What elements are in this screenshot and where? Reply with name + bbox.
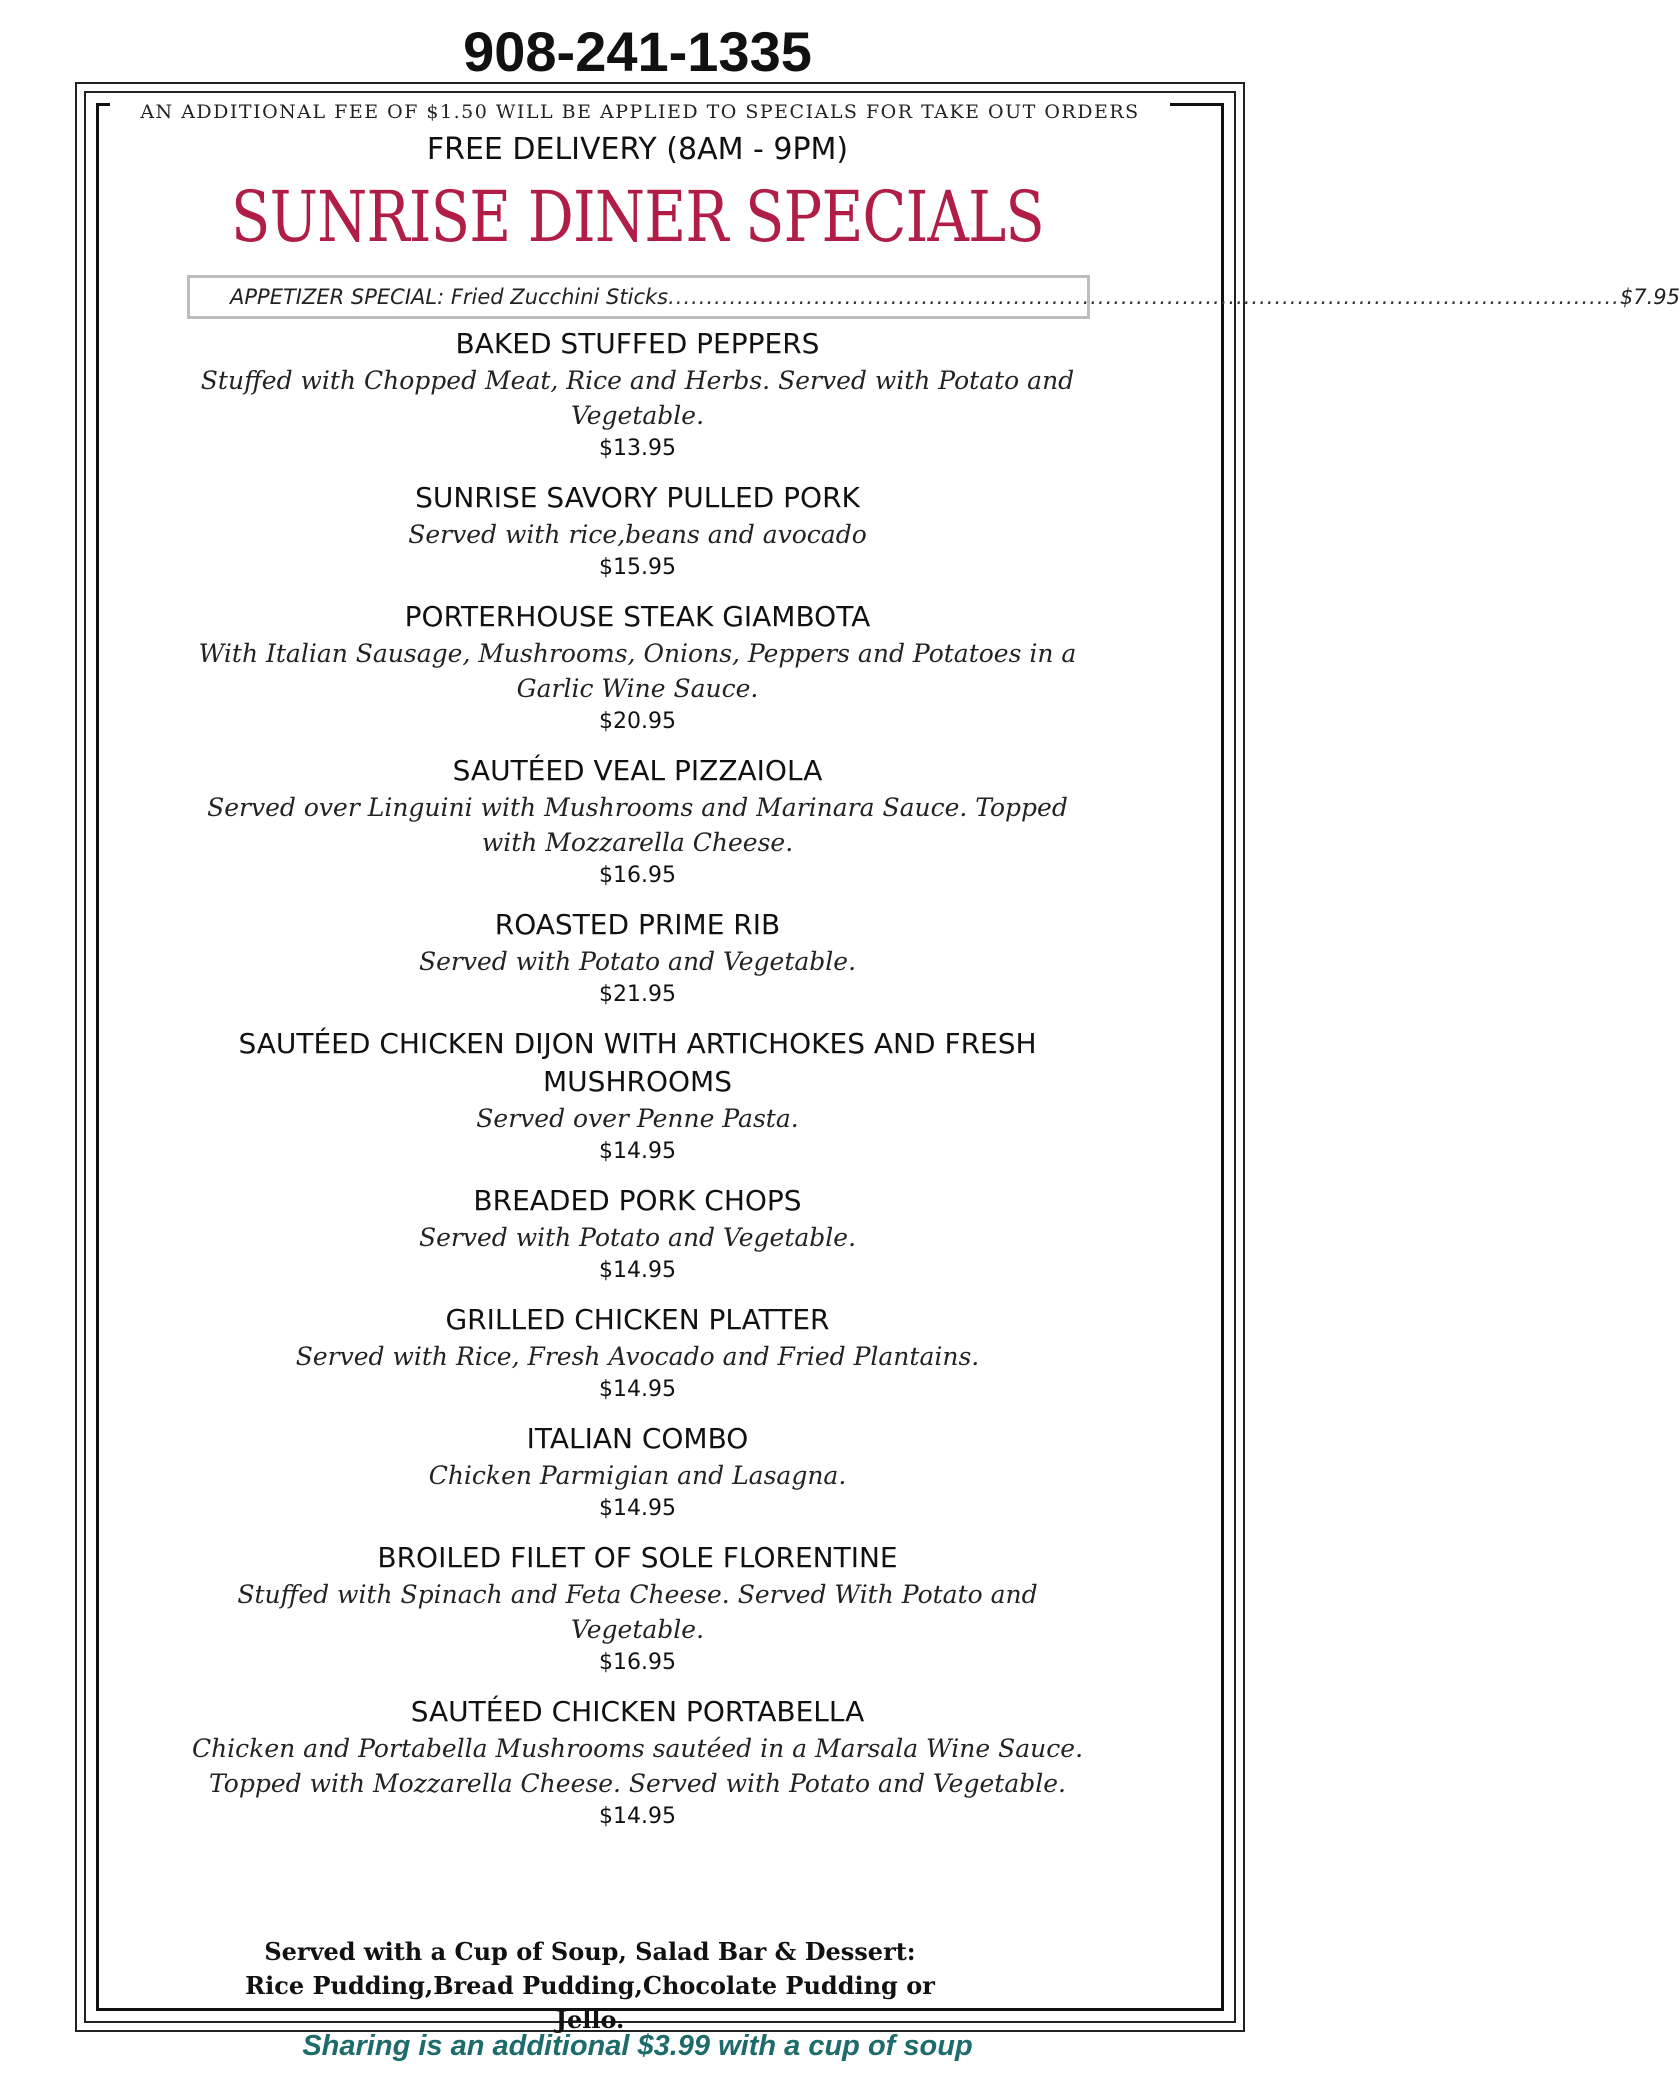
item-name: BROILED FILET OF SOLE FLORENTINE — [377, 1541, 898, 1574]
item-description: Served over Penne Pasta. — [476, 1104, 799, 1133]
item-description: Served over Linguini with Mushrooms and Marinara Sauce. Topped with Mozzarella Cheese. — [207, 793, 1068, 857]
item-description: Stuffed with Spinach and Feta Cheese. Served With Potato and Vegetable. — [237, 1580, 1038, 1644]
item-description: Chicken Parmigian and Lasagna. — [428, 1461, 847, 1490]
item-name: SAUTÉED CHICKEN DIJON WITH ARTICHOKES AND FRESH MUSHROOMS — [238, 1027, 1037, 1098]
free-delivery-note: FREE DELIVERY (8AM - 9PM) — [426, 132, 849, 167]
item-name: SAUTÉED CHICKEN PORTABELLA — [410, 1695, 865, 1728]
appetizer-price: $7.95 — [1619, 285, 1680, 309]
sharing-fee-note: Sharing is an additional $3.99 with a cup of soup — [302, 2030, 973, 2062]
item-price: $16.95 — [599, 1650, 676, 1675]
item-name: BAKED STUFFED PEPPERS — [455, 327, 820, 360]
item-price: $14.95 — [599, 1139, 676, 1164]
menu-item — [190, 1182, 1085, 1287]
appetizer-leader-dots: ............................................................................................................................ — [668, 285, 1620, 309]
item-name: GRILLED CHICKEN PLATTER — [445, 1303, 830, 1336]
item-description: Served with rice,beans and avocado — [408, 520, 867, 549]
menu-item — [190, 1693, 1085, 1833]
item-price: $14.95 — [599, 1377, 676, 1402]
menu-item — [190, 1539, 1085, 1679]
item-price: $14.95 — [599, 1496, 676, 1521]
specials-list — [190, 325, 1085, 1847]
item-description: Served with Potato and Vegetable. — [418, 1223, 857, 1252]
menu-item — [190, 752, 1085, 892]
appetizer-name: APPETIZER SPECIAL: Fried Zucchini Sticks — [230, 285, 669, 309]
menu-item — [190, 598, 1085, 738]
item-description: Chicken and Portabella Mushrooms sautéed in a Marsala Wine Sauce. Topped with Mozzarella Cheese. Served with Potato and Vegetable. — [191, 1734, 1084, 1798]
item-description: Stuffed with Chopped Meat, Rice and Herbs. Served with Potato and Vegetable. — [200, 366, 1075, 430]
item-description: Served with Rice, Fresh Avocado and Fried Plantains. — [295, 1342, 980, 1371]
served-with-note — [210, 1935, 970, 2037]
item-name: BREADED PORK CHOPS — [473, 1184, 802, 1217]
served-with-line-1: Served with a Cup of Soup, Salad Bar & Dessert: — [264, 1937, 916, 1966]
item-name: ROASTED PRIME RIB — [494, 908, 781, 941]
menu-title: SUNRISE DINER SPECIALS — [231, 176, 1044, 258]
phone-number: 908-241-1335 — [463, 20, 812, 83]
item-name: SAUTÉED VEAL PIZZAIOLA — [452, 754, 823, 787]
item-price: $15.95 — [599, 555, 676, 580]
item-price: $21.95 — [599, 982, 676, 1007]
takeout-fee-note: AN ADDITIONAL FEE OF $1.50 WILL BE APPLIED TO SPECIALS FOR TAKE OUT ORDERS — [110, 100, 1170, 124]
menu-item — [190, 1025, 1085, 1168]
item-price: $20.95 — [599, 709, 676, 734]
item-name: ITALIAN COMBO — [526, 1422, 749, 1455]
item-name: PORTERHOUSE STEAK GIAMBOTA — [404, 600, 871, 633]
appetizer-special-box — [187, 275, 1680, 319]
served-with-line-2: Rice Pudding,Bread Pudding,Chocolate Pudding or Jello. — [245, 1971, 935, 2034]
item-price: $13.95 — [599, 436, 676, 461]
item-description: With Italian Sausage, Mushrooms, Onions, Peppers and Potatoes in a Garlic Wine Sauce. — [198, 639, 1077, 703]
menu-item — [190, 1420, 1085, 1525]
menu-item — [190, 325, 1085, 465]
item-description: Served with Potato and Vegetable. — [418, 947, 857, 976]
item-name: SUNRISE SAVORY PULLED PORK — [415, 481, 860, 514]
item-price: $14.95 — [599, 1804, 676, 1829]
menu-item — [190, 479, 1085, 584]
item-price: $16.95 — [599, 863, 676, 888]
menu-item — [190, 1301, 1085, 1406]
item-price: $14.95 — [599, 1258, 676, 1283]
menu-item — [190, 906, 1085, 1011]
